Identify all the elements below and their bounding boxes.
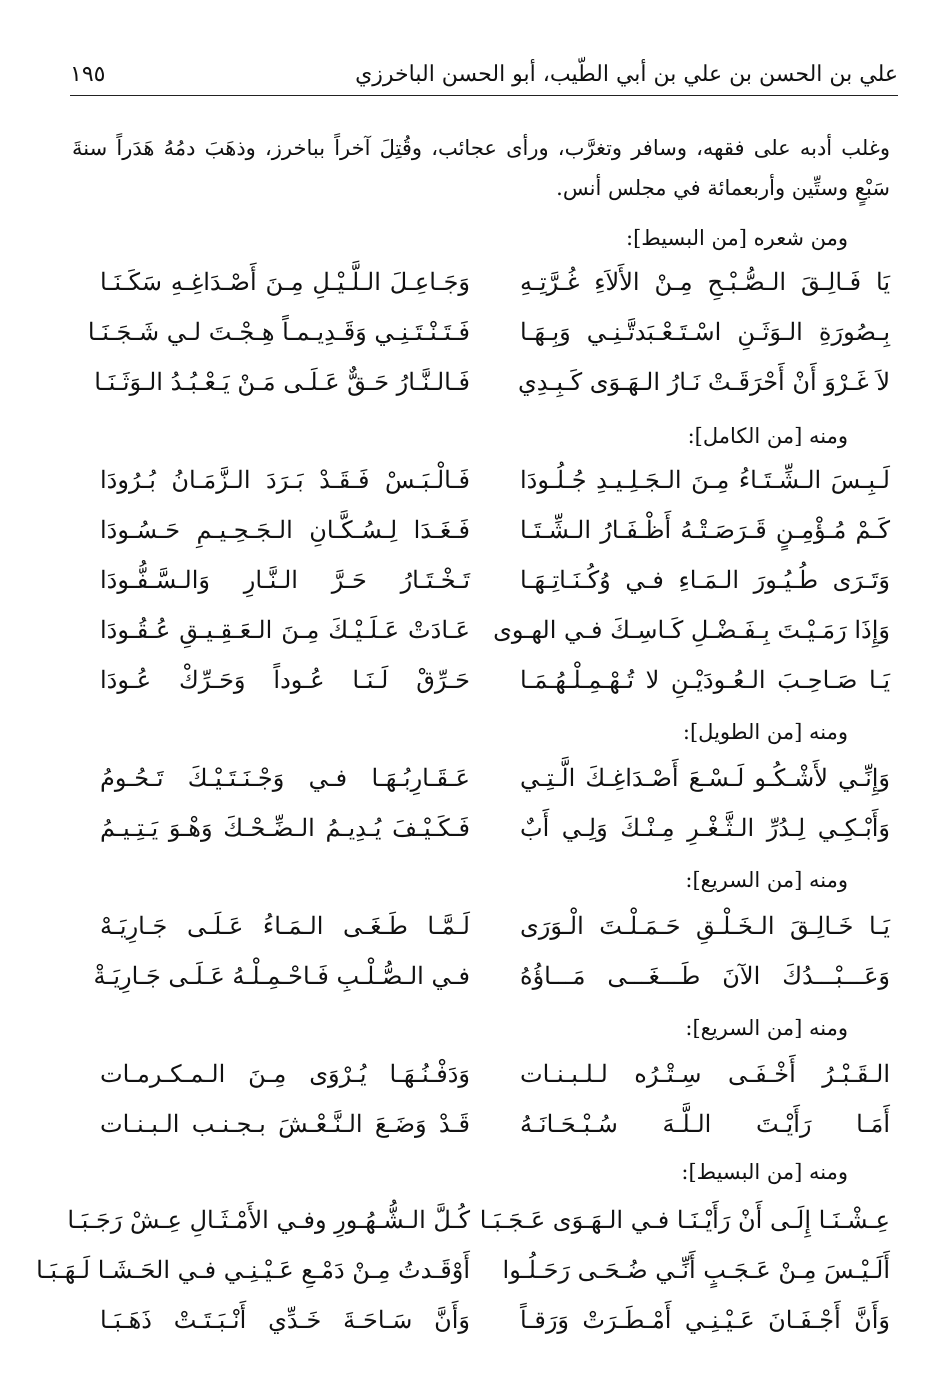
section-intro: ومنه [من البسيط]: — [681, 1160, 848, 1184]
section-intro: ومنه [من الطويل]: — [682, 720, 848, 744]
verse-hemistich-first: أَلَـيْـسَ مِـنْ عَـجَـبٍ أَنِّـي ضُـحَـى رَحَـلُـوا — [502, 1256, 890, 1284]
verse-line — [100, 666, 890, 714]
verse-line — [100, 814, 890, 862]
verse-hemistich-first: يَـا صَـاحِـبَ الـعُـودَيْـنِ لا تُـهْـمِـلْـهُـمَـا — [520, 666, 890, 694]
verse-line — [87, 318, 890, 366]
verse-line — [100, 616, 890, 664]
verse-line — [100, 268, 890, 316]
prose-paragraph: وغلب أدبه على فقهه، وسافر وتغرَّب، ورأى عجائب، وقُتِلَ آخراً بباخرز، وذهَبَ دمُهُ هَدَراً سنةَ سَبْعٍ وستِّين وأربعمائة في مجلس أنس. — [72, 136, 890, 200]
verse-hemistich-first: وَإِنِّـي لأَشْـكُـو لَـسْـعَ أَصْـدَاغِـكَ الَّـتِـي — [520, 764, 890, 792]
verse-hemistich-second: فَـالـنَّـارُ حَـقٌّ عَـلَـى مَـنْ يَـعْـبُـدُ الـوَثَـنَـا — [94, 368, 470, 396]
verse-hemistich-first: يَـا خَـالِـقَ الـخَـلْـقِ حَـمَـلْـتَ الْـوَرَى — [520, 912, 890, 940]
verse-line — [93, 962, 890, 1010]
verse-line — [100, 566, 890, 614]
verse-hemistich-second: فَـتَـنْـتَـنِـي وَقَـدِيـمـاً هِـجْـتَ لـي شَـجَـنَـا — [87, 318, 470, 346]
verse-line — [36, 1256, 890, 1304]
verse-hemistich-second: وَدَفْـنُـهَـا يُـرْوَى مِـنَ الـمـكـرمـات — [100, 1060, 470, 1088]
verse-hemistich-first: لاَ غَـرْوَ أَنْ أَحْرَقَـتْ نَـارُ الـهَـوَى كَـبِـدِي — [518, 368, 890, 396]
verse-line — [100, 516, 890, 564]
verse-hemistich-first: الـقَـبْـرُ أَخْـفَـى سِـتْـرُه لـلـبـنـات — [520, 1060, 890, 1088]
running-header — [70, 52, 898, 96]
verse-hemistich-first: وَتَـرَى طُـيُـورَ الـمَـاءِ فـي وُكُـنَـاتِـهَـا — [520, 566, 890, 594]
verse-hemistich-first: وَأَنَّ أَجْـفَـانَ عَـيْـنِـي أَمْـطَـرَتْ وَرَقـاً — [520, 1306, 890, 1334]
verse-hemistich-first: وَإِذَا رَمَـيْـتَ بِـفَـضْـلِ كَـاسِـكَ فـي الهـوى — [493, 616, 890, 644]
section-intro: ومنه [من السريع]: — [685, 868, 848, 892]
section-intro: ومن شعره [من البسيط]: — [626, 226, 848, 250]
header-title: علي بن الحسن بن علي بن أبي الطّيب، أبو الحسن الباخرزي — [355, 62, 898, 87]
verse-hemistich-second: لَـمَّـا طَـغَـى الـمَـاءُ عَـلَـى جَـارِيَـهْ — [100, 912, 470, 940]
verse-line — [100, 1110, 890, 1158]
verse-line — [100, 1060, 890, 1108]
verse-hemistich-second: عَـقَـارِبُـهَـا فـي وَجْـنَـتَـيْـكَ تَـحُـومُ — [100, 764, 470, 792]
verse-hemistich-first: وَأَبْـكِـي لِـدُرِّ الـثَّـغْـرِ مِـنْـكَ وَلِـي أَبٌ — [520, 814, 890, 842]
verse-hemistich-second: حَـرِّقْ لَـنَـا عُـوداً وَحَـرِّكْ عُـودَا — [100, 666, 470, 694]
page-number: ١٩٥ — [70, 62, 106, 87]
verse-hemistich-first: بِـصُورَةِ الـوَثَـنِ اسْـتَـعْـبَدتَّـنِـي وَبِـهَـا — [520, 318, 890, 346]
verse-hemistich-second: قَـدْ وَضَـعَ الـنَّـعْـشَ بـجـنـب الـبـنـات — [100, 1110, 470, 1138]
verse-hemistich-second: فَـالْـبَـسْ فَـقَـدْ بَـرَدَ الـزَّمَـانُ بُـرُودَا — [100, 466, 470, 494]
section-intro: ومنه [من الكامل]: — [687, 424, 848, 448]
verse-hemistich-second: فـي الـصُّـلْـبِ فَـاحْـمِـلْـهُ عَـلَـى جَـارِيَـةْ — [93, 962, 470, 990]
verse-line — [67, 1206, 890, 1254]
verse-line — [100, 912, 890, 960]
verse-hemistich-first: يَا فَـالِـقَ الـصُّـبْـحِ مِـنْ الأَلاَءِ غُـرَّتِـهِ — [520, 268, 890, 296]
verse-line — [100, 466, 890, 514]
verse-hemistich-second: فَـكَـيْـفَ يُـدِيـمُ الـضِّـحْـكَ وَهْـوَ يَـتِـيـمُ — [100, 814, 470, 842]
verse-hemistich-first: عِـشْـنَـا إِلَـى أَنْ رَأَيْـنَـا فـي الـهَـوَى عَـجَـبَـا — [479, 1206, 890, 1234]
verse-hemistich-first: أَمَـا رَأَيْـتَ الـلَّـهَ سُـبْـحَـانَـهُ — [520, 1110, 890, 1138]
verse-hemistich-first: وَعَـــبْـــدُكَ الآنَ طَـــغَـــى مَـــاؤُهُ — [520, 962, 890, 990]
verse-hemistich-first: كَـمْ مُـؤْمِـنٍ قَـرَصَـتْـهُ أَظْـفَـارُ الـشِّـتَـا — [520, 516, 890, 544]
verse-hemistich-second: تَـخْـتَـارُ حَـرَّ الـنَّـارِ وَالـسَّـفُّـودَا — [100, 566, 470, 594]
verse-hemistich-second: عَـادَتْ عَـلَـيْـكَ مِـنَ الـعَـقِـيـقِ عُـقُـودَا — [100, 616, 470, 644]
verse-line — [100, 764, 890, 812]
verse-hemistich-second: فَـغَـدَا لِـسُـكَّـانِ الـجَـحِـيـمِ حَـسُـودَا — [100, 516, 470, 544]
verse-line — [100, 1306, 890, 1354]
verse-line — [94, 368, 890, 416]
verse-hemistich-second: كُـلَّ الـشُّـهُـورِ وفـي الأَمْـثَـالِ عِـشْ رَجَـبَـا — [67, 1206, 470, 1234]
verse-hemistich-second: وَجَـاعِـلَ الـلَّـيْـلِ مِـنَ أَصْـدَاغِـهِ سَكَـنَـا — [100, 268, 470, 296]
verse-hemistich-second: وَأَنَّ سَـاحَـةَ خَـدِّي أَنْـبَـتَـتْ ذَهَـبَـا — [100, 1306, 470, 1334]
section-intro: ومنه [من السريع]: — [685, 1016, 848, 1040]
verse-hemistich-first: لَـبِـسَ الـشِّـتَـاءُ مِـنَ الـجَـلِـيـدِ جُـلُـودَا — [520, 466, 890, 494]
verse-hemistich-second: أَوْقَـدتُ مِـنْ دَمْـعِ عَـيْـنِـي فـي الحَـشَـا لَـهَـبَـا — [36, 1256, 470, 1284]
